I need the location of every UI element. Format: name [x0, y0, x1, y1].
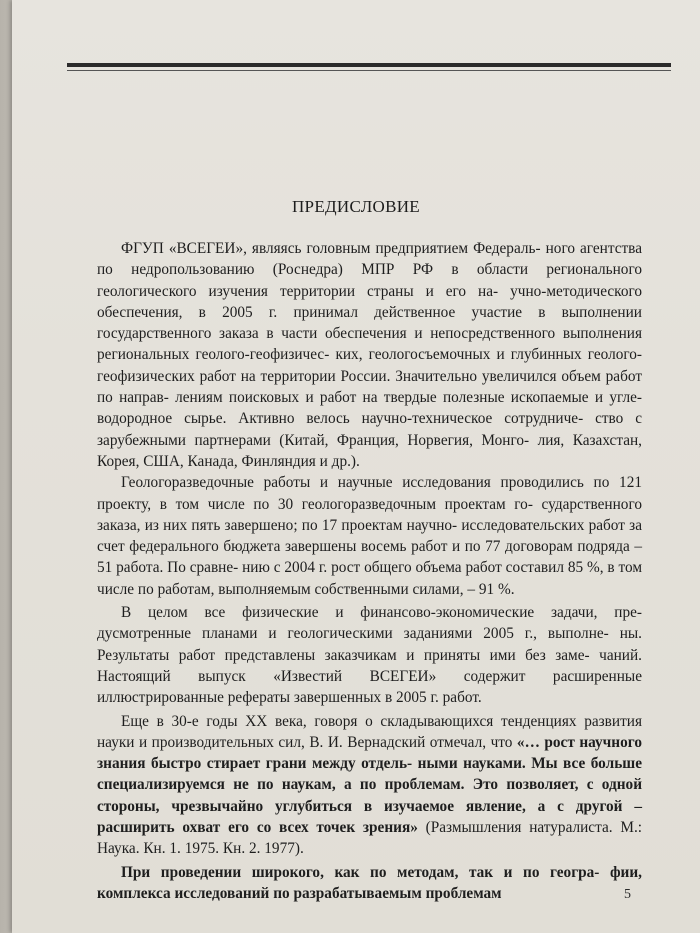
header-rule — [67, 63, 671, 67]
p3-line: чаний. Настоящий выпуск «Известий ВСЕГЕИ» содержит расширенные — [97, 646, 642, 685]
p2-line: работам, выполняемым собственными силами, – 91 %. — [157, 580, 515, 598]
p1-line: участие в выполнении государственного заказа в части обеспечения и — [97, 303, 642, 343]
paragraph-4 — [97, 711, 642, 860]
quote-text: а по проблемам. Это позволяет, с одной стороны, чрезвычайно — [97, 776, 643, 815]
paragraph-2 — [97, 472, 642, 600]
p1-line: ФГУП «ВСЕГЕИ», являясь головным предприятием Федераль- — [121, 240, 541, 257]
document-page — [12, 0, 700, 933]
p1-line: водородное сырье. Активно велось научно-техническое сотрудниче- — [97, 410, 584, 428]
p2-line: Геологоразведочные работы и научные исследования проводились — [121, 474, 584, 492]
p2-line: нию с 2004 г. рост общего объема работ составил 85 %, в том числе по — [97, 559, 642, 598]
paragraph-3 — [97, 602, 642, 708]
citation: Кн. 1. 1975. Кн. 2. 1977). — [143, 840, 304, 858]
citation: (Размышления натуралиста. М.: Наука. — [97, 819, 643, 858]
p3-line: дусмотренные планами и геологическими заданиями 2005 г., выполне- — [97, 625, 609, 643]
p5-line: фии, комплекса исследований по разрабатываемым проблемам — [97, 863, 642, 902]
p3-line: иллюстрированные рефераты завершенных в 2005 г. работ. — [97, 689, 482, 707]
paragraph-5 — [97, 862, 642, 905]
header-rule-thin — [67, 70, 671, 71]
p1-line: непосредственного выполнения региональных геолого-геофизичес- — [97, 325, 643, 364]
paragraph-1 — [97, 238, 642, 472]
p3-line: ны. Результаты работ представлены заказчикам и приняты ими без заме- — [97, 625, 642, 664]
p1-line: лия, Казахстан, Корея, США, Канада, Финляндия и др.). — [97, 431, 642, 470]
p3-line: В целом все физические и финансово-экономические задачи, пре- — [121, 604, 642, 622]
p2-line: исследовательских работ за счет федерального бюджета завершены — [97, 516, 642, 556]
p1-line: территории России. Значительно увеличился объем работ по направ- — [97, 367, 643, 407]
p5-line: При проведении широкого, как по методам, так и по геогра- — [121, 863, 600, 881]
p1-line: лениям поисковых и работ на твердые полезные ископаемые и угле- — [175, 389, 643, 407]
p1-line: ких, геологосъемочных и глубинных геолого-геофизических работ на — [97, 346, 642, 385]
quote-text: ными науками. Мы все больше специализируемся не по наукам, — [97, 755, 642, 794]
p1-line: ство с зарубежными партнерами (Китай, Франция, Норвегия, Монго- — [97, 410, 642, 449]
p4-line: развития науки и производительных сил, В. И. Вернадский отмечал, — [97, 712, 642, 751]
p2-line: по 121 проекту, в том числе по 30 геологоразведочным проектам го- — [97, 474, 642, 513]
page-number: 5 — [624, 887, 631, 902]
p1-line: ного агентства по недропользованию (Роснедра) МПР РФ в области — [97, 240, 642, 279]
quote-text: его со всех точек зрения» — [228, 819, 418, 837]
body-text — [97, 238, 642, 904]
p4-line: что — [490, 733, 517, 751]
p1-line: учно-методического обеспечения, в 2005 г. принимал действенное — [97, 282, 643, 321]
p2-line: сударственного заказа, из них пять завершено; по 17 проектам научно- — [97, 495, 642, 534]
section-heading: ПРЕДИСЛОВИЕ — [291, 197, 420, 216]
p2-line: восемь работ и по 77 договорам подряда – 51 работа. По сравне- — [97, 538, 642, 577]
p4-line: Еще в 30-е годы XX века, говоря о складывающихся тенденциях — [121, 712, 577, 730]
p1-line: регионального геологического изучения территории страны и его на- — [97, 261, 643, 300]
quote-text: углубиться в изучаемое явление, а с другой – расширить охват — [97, 797, 642, 837]
quote-text: «… рост научного знания быстро стирает грани между отдель- — [97, 733, 642, 773]
